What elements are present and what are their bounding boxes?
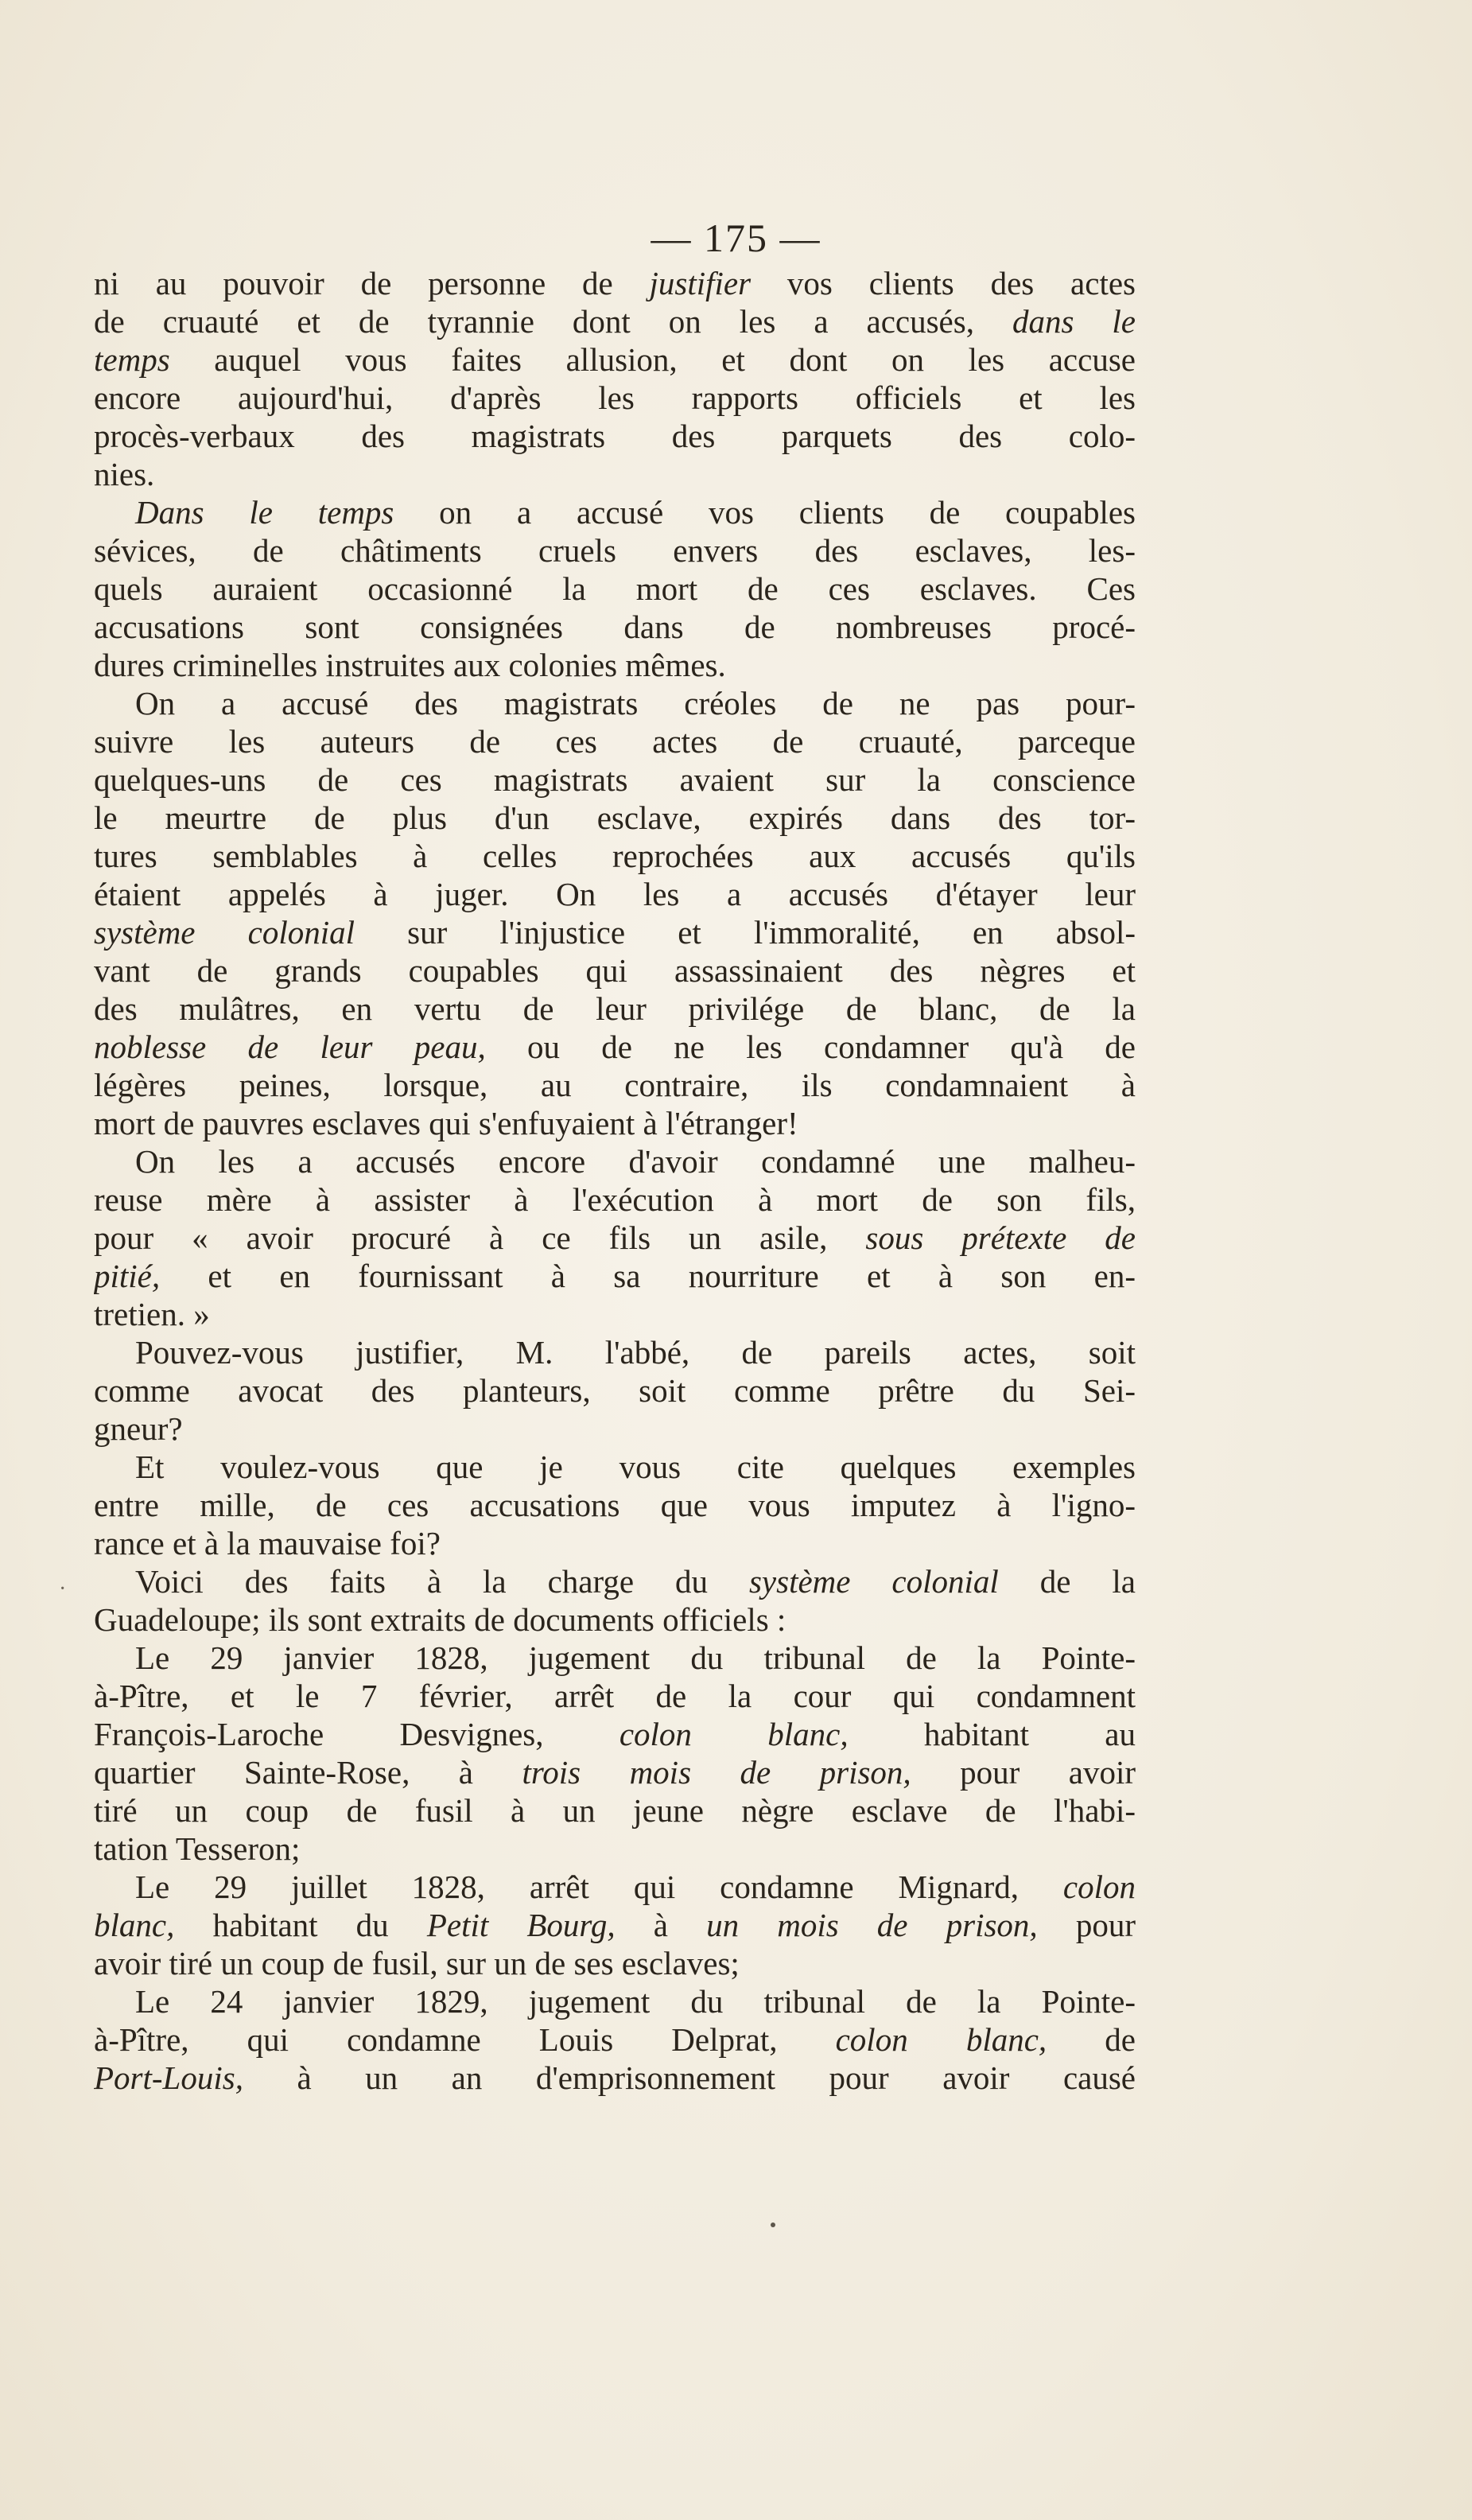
text-line: tiré un coup de fusil à un jeune nègre esclave de l'habi- [94, 1792, 1136, 1829]
italic-phrase: colon blanc, [619, 1716, 849, 1752]
italic-phrase: temps [94, 341, 170, 378]
text-line: quartier Sainte-Rose, à trois mois de prison, pour avoir [94, 1754, 1136, 1791]
italic-phrase: système colonial [748, 1563, 999, 1600]
text-line: tures semblables à celles reprochées aux accusés qu'ils [94, 838, 1136, 874]
text-line: entre mille, de ces accusations que vous imputez à l'igno- [94, 1487, 1136, 1523]
text-line: sévices, de châtiments cruels envers des esclaves, les- [94, 532, 1136, 569]
text-line: légères peines, lorsque, au contraire, ils condamnaient à [94, 1067, 1136, 1103]
text-line: de cruauté et de tyrannie dont on les a accusés, dans le [94, 303, 1136, 340]
text-line: blanc, habitant du Petit Bourg, à un mois de prison, pour [94, 1907, 1136, 1943]
text-line: tretien. » [94, 1296, 210, 1332]
text-line: à-Pître, qui condamne Louis Delprat, colon blanc, de [94, 2021, 1136, 2058]
text-line: vant de grands coupables qui assassinaient des nègres et [94, 952, 1136, 989]
text-line: Guadeloupe; ils sont extraits de documents officiels : [94, 1601, 786, 1638]
text-line: le meurtre de plus d'un esclave, expirés dans des tor- [94, 799, 1136, 836]
text-line: rance et à la mauvaise foi? [94, 1525, 441, 1561]
italic-phrase: justifier [649, 265, 752, 301]
body-text [94, 264, 1136, 2097]
text-line: mort de pauvres esclaves qui s'enfuyaient à l'étranger! [94, 1105, 798, 1141]
text-line: On a accusé des magistrats créoles de ne pas pour- [135, 685, 1136, 721]
text-line: dures criminelles instruites aux colonies mêmes. [94, 647, 726, 683]
text-line: Dans le temps on a accusé vos clients de coupables [135, 494, 1136, 531]
text-line: ni au pouvoir de personne de justifier vos clients des actes [94, 265, 1136, 301]
italic-phrase: Port-Louis, [94, 2059, 243, 2096]
italic-phrase: colon blanc, [835, 2021, 1047, 2058]
italic-phrase: un mois de prison, [706, 1907, 1038, 1943]
text-line: temps auquel vous faites allusion, et dont on les accuse [94, 341, 1136, 378]
text-line: encore aujourd'hui, d'après les rapports officiels et les [94, 379, 1136, 416]
text-line: gneur? [94, 1410, 183, 1447]
text-line: nies. [94, 456, 155, 492]
text-line: tation Tesseron; [94, 1830, 301, 1867]
italic-phrase: sous prétexte de [865, 1219, 1136, 1256]
italic-phrase: noblesse de leur peau, [94, 1029, 486, 1065]
text-line: étaient appelés à juger. On les a accusés d'étayer leur [94, 876, 1136, 912]
text-line: à-Pître, et le 7 février, arrêt de la cour qui condamnent [94, 1678, 1136, 1714]
text-line: reuse mère à assister à l'exécution à mort de son fils, [94, 1181, 1136, 1218]
text-line: avoir tiré un coup de fusil, sur un de ses esclaves; [94, 1945, 740, 1981]
text-line: quelques-uns de ces magistrats avaient sur la conscience [94, 761, 1136, 798]
text-line: Le 24 janvier 1829, jugement du tribunal de la Pointe- [135, 1983, 1136, 2020]
page-number: — 175 — [651, 216, 821, 260]
italic-phrase: dans le [1012, 303, 1136, 340]
italic-phrase: colon [1062, 1869, 1136, 1905]
text-line: accusations sont consignées dans de nombreuses procé- [94, 609, 1136, 645]
text-line: système colonial sur l'injustice et l'immoralité, en absol- [94, 914, 1136, 951]
text-line: comme avocat des planteurs, soit comme prêtre du Sei- [94, 1372, 1136, 1409]
italic-phrase: blanc, [94, 1907, 175, 1943]
margin-mark: · [59, 1577, 67, 1601]
italic-phrase: pitié, [94, 1258, 161, 1294]
text-line: Pouvez-vous justifier, M. l'abbé, de pareils actes, soit [135, 1334, 1136, 1371]
text-line: Le 29 juillet 1828, arrêt qui condamne Mignard, colon [135, 1869, 1136, 1905]
italic-phrase: système colonial [94, 914, 355, 951]
text-line: pitié, et en fournissant à sa nourriture et à son en- [94, 1258, 1136, 1294]
text-line: François-Laroche Desvignes, colon blanc, habitant au [94, 1716, 1136, 1752]
italic-phrase: Dans le temps [135, 494, 394, 531]
text-line: des mulâtres, en vertu de leur privilége de blanc, de la [94, 990, 1136, 1027]
text-line: Port-Louis, à un an d'emprisonnement pour avoir causé [94, 2059, 1136, 2096]
text-line: Et voulez-vous que je vous cite quelques exemples [135, 1449, 1136, 1485]
italic-phrase: trois mois de prison, [522, 1754, 911, 1791]
text-line: procès-verbaux des magistrats des parquets des colo- [94, 418, 1136, 454]
text-line: noblesse de leur peau, ou de ne les condamner qu'à de [94, 1029, 1136, 1065]
ink-dot [771, 2222, 775, 2227]
text-line: Le 29 janvier 1828, jugement du tribunal de la Pointe- [135, 1639, 1136, 1676]
text-line: On les a accusés encore d'avoir condamné une malheu- [135, 1143, 1136, 1180]
text-line: suivre les auteurs de ces actes de cruauté, parceque [94, 723, 1136, 760]
italic-phrase: Petit Bourg, [426, 1907, 616, 1943]
text-line: quels auraient occasionné la mort de ces esclaves. Ces [94, 570, 1136, 607]
text-line: Voici des faits à la charge du système colonial de la [135, 1563, 1136, 1600]
text-line: pour « avoir procuré à ce fils un asile, sous prétexte de [94, 1219, 1136, 1256]
